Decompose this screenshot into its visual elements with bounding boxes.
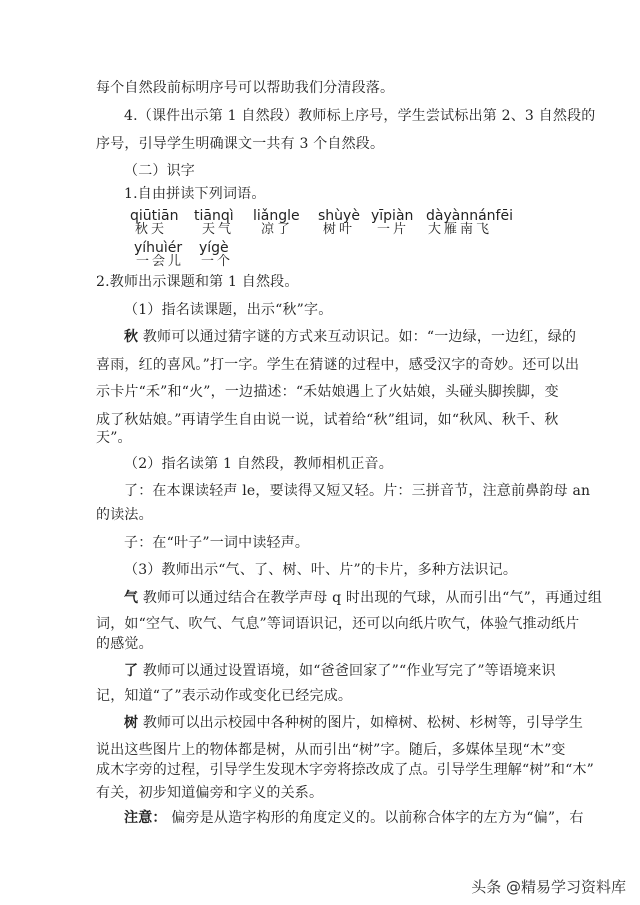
pinyin: dàyànnánfēi: [426, 208, 513, 224]
text-line: 成木字旁的过程，引导学生发现木字旁将捺改成了点。引导学生理解“树”和“木”: [96, 762, 595, 778]
text-line: [124, 588, 602, 608]
text-line: 每个自然段前标明序号可以帮助我们分清段落。: [96, 80, 395, 96]
text-span: 教师可以通过结合在教学声母 q 时出现的气球，从而引出“气”，再通过组: [142, 590, 603, 606]
text-line: 1.自由拼读下列词语。: [124, 186, 266, 202]
text-line: [124, 808, 584, 828]
section-heading: （二）识字: [124, 163, 195, 179]
text-line: [124, 661, 556, 681]
text-line: 有关，初步知道偏旁和字义的关系。: [96, 785, 324, 801]
note-label: 注意：: [124, 810, 167, 826]
text-line: 的读法。: [96, 507, 153, 523]
text-line: 2.教师出示课题和第 1 自然段。: [96, 274, 299, 290]
text-line: [124, 327, 576, 347]
pinyin: shùyè: [318, 208, 360, 224]
hanzi: 天气: [202, 222, 235, 237]
text-line: 成了秋姑娘。”再请学生自由说一说，试着给“秋”组词，如“秋风、秋千、秋: [96, 412, 559, 428]
text-line: 的感觉。: [96, 636, 153, 652]
pinyin: yíhuìér: [134, 240, 183, 256]
hanzi: 大雁南飞: [428, 222, 493, 237]
text-line: 词，如“空气、吹气、气息”等词语识记，还可以向纸片吹气，体验气推动纸片: [96, 616, 580, 632]
text-line: 子：在“叶子”一词中读轻声。: [124, 535, 310, 551]
key-char: 气: [124, 590, 139, 606]
text-span: 教师可以出示校园中各种树的图片，如樟树、松树、杉树等，引导学生: [142, 715, 584, 731]
text-line: 了：在本课读轻声 le，要读得又短又轻。片：三拼音节，注意前鼻韵母 an: [124, 483, 591, 499]
hanzi: 秋天: [135, 222, 168, 237]
text-span: 教师可以通过设置语境，如“爸爸回家了”“作业写完了”等语境来识: [142, 663, 556, 679]
hanzi: 凉了: [261, 222, 294, 237]
text-line: （1）指名读课题，出示“秋”字。: [124, 302, 333, 318]
hanzi: 一片: [377, 222, 410, 237]
text-line: 序号，引导学生明确课文一共有 3 个自然段。: [96, 136, 385, 152]
pinyin: tiānqì: [194, 208, 234, 224]
text-line: （3）教师出示“气、了、树、叶、片”的卡片，多种方法识记。: [124, 562, 518, 578]
pinyin: yígè: [199, 240, 229, 256]
text-span: 偏旁是从造字构形的角度定义的。以前称合体字的左方为“偏”，右: [171, 810, 584, 826]
text-line: 说出这些图片上的物体都是树，从而引出“树”字。随后，多媒体呈现“木”变: [96, 742, 566, 758]
key-char: 秋: [124, 329, 139, 345]
pinyin: liǎngle: [253, 208, 300, 224]
text-line: 天”。: [96, 430, 132, 446]
pinyin: qiūtiān: [130, 208, 179, 224]
text-line: （2）指名读第 1 自然段，教师相机正音。: [124, 456, 393, 472]
hanzi: 一个: [201, 254, 234, 269]
hanzi: 树叶: [323, 222, 356, 237]
hanzi: 一会儿: [136, 254, 185, 269]
text-line: 记，知道“了”表示动作或变化已经完成。: [96, 688, 353, 704]
text-span: 教师可以通过猜字谜的方式来互动识记。如：“一边绿，一边红，绿的: [142, 329, 577, 345]
key-char: 了: [124, 663, 139, 679]
text-line: 喜雨，红的喜风。”打一字。学生在猜谜的过程中，感受汉字的奇妙。还可以出: [96, 357, 580, 373]
key-char: 树: [124, 715, 139, 731]
pinyin: yīpiàn: [371, 208, 414, 224]
text-line: [124, 713, 583, 733]
watermark: 头条 @精易学习资料库: [471, 878, 626, 896]
text-line: 4.（课件出示第 1 自然段）教师标上序号，学生尝试标出第 2、3 自然段的: [124, 108, 596, 124]
text-line: 示卡片“禾”和“火”，一边描述：“禾姑娘遇上了火姑娘，头碰头脚挨脚，变: [96, 384, 559, 400]
